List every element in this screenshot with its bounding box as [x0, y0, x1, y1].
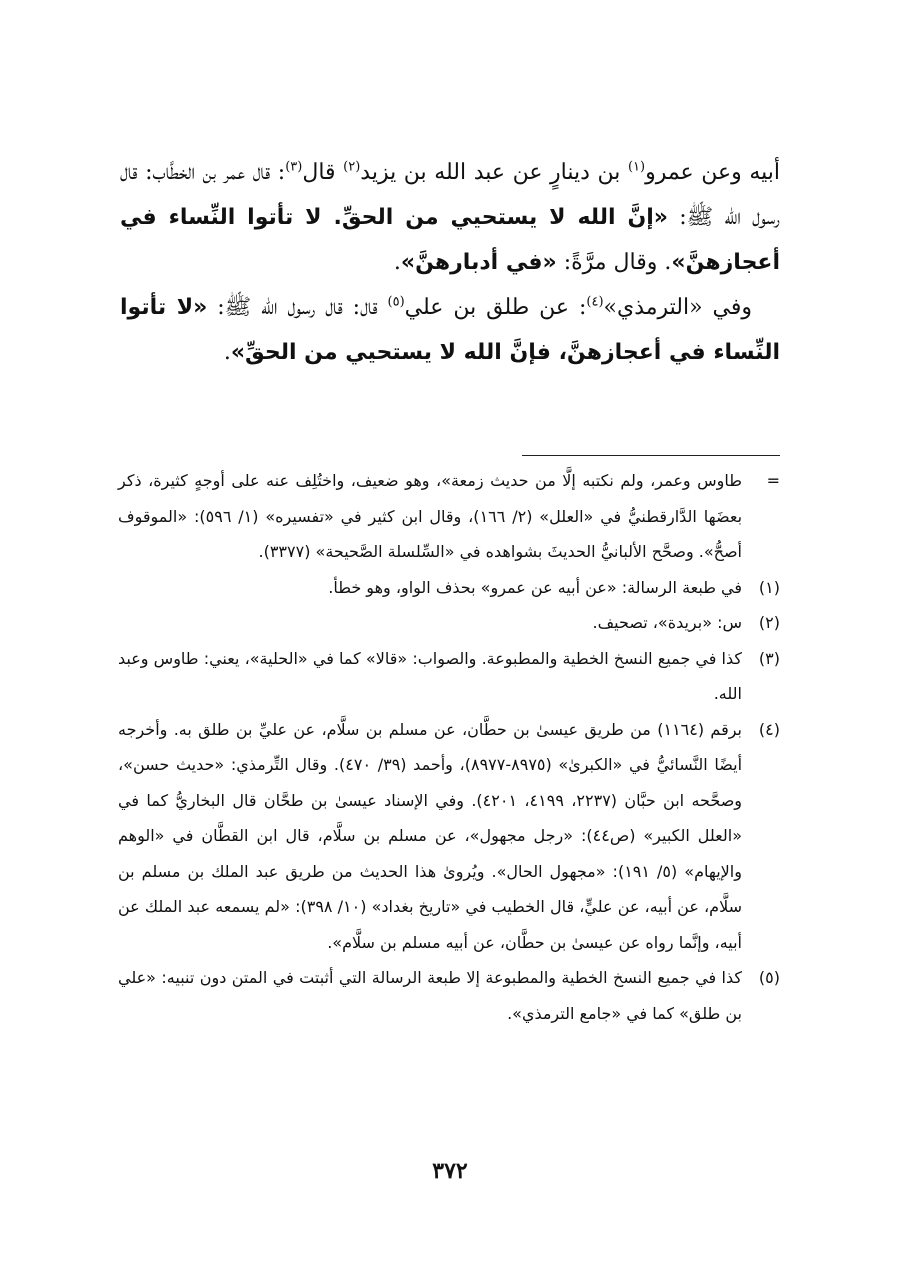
- footnote-number: (٣): [758, 648, 780, 668]
- footnote-separator: [522, 455, 780, 456]
- hadith-quote: «لا تأتوا النِّساء في أعجازهنَّ، فإنَّ الله لا يستحيي من الحقِّ»: [120, 295, 780, 365]
- footnote-ref-2[interactable]: (٢): [343, 159, 361, 175]
- text-run: : عن طلق بن علي: [404, 295, 587, 320]
- footnote-2: [118, 605, 780, 641]
- text-run: .: [393, 250, 401, 275]
- footnote-1: [118, 570, 780, 606]
- text-run: بن دينارٍ عن عبد الله بن يزيد: [360, 160, 628, 185]
- footnote-text: في طبعة الرسالة: «عن أبيه عن عمرو» بحذف الواو، وهو خطأ.: [328, 577, 742, 597]
- text-run: قال: [302, 160, 344, 185]
- page-number: ٣٧٢: [432, 1158, 468, 1184]
- footnotes: [118, 463, 780, 1031]
- footnote-ref-5[interactable]: (٥): [387, 294, 405, 310]
- footnote-number: (٤): [758, 719, 780, 739]
- footnote-text: كذا في جميع النسخ الخطية والمطبوعة إلا طبعة الرسالة التي أثبتت في المتن دون تنبيه: «علي بن طلق» كما في «جامع الترمذي».: [118, 968, 742, 1023]
- footnote-3: [118, 641, 780, 712]
- text-run: وفي «الترمذي»: [603, 295, 752, 320]
- footnote-continuation: [118, 463, 780, 570]
- footnote-number: (٢): [758, 613, 780, 632]
- main-paragraph-1: [120, 150, 780, 285]
- footnote-text: س: «بريدة»، تصحيف.: [592, 613, 742, 632]
- text-run: . وقال مرَّةً:: [556, 250, 672, 275]
- footnote-5: [118, 960, 780, 1031]
- hadith-quote: «في أدبارهنَّ»: [400, 250, 557, 275]
- footnote-text: طاوس وعمر، ولم نكتبه إلَّا من حديث زمعة»، وهو ضعيف، واختُلِف عنه على أوجهٍ كثيرة، ذكر بعضَها الدَّارقطنيُّ في «العلل» (٢/ ١٦٦)، وقال ابن كثير في «تفسيره» (١/ ٥٩٦): «الموقوف أصحُّ». وصحَّح الألبانيُّ الحديثَ بشواهده في «السِّلسلة الصَّحيحة» (٣٣٧٧).: [118, 471, 743, 561]
- text-run: قال: قال رسول الله ﷺ:: [207, 295, 388, 320]
- hadith-quote: «إنَّ الله لا يستحيي من الحقِّ. لا تأتوا النِّساء في أعجازهنَّ»: [120, 205, 780, 275]
- footnote-number: (٥): [758, 968, 780, 987]
- text-run: أبيه وعن عمرو: [645, 160, 780, 185]
- text-run: : قال عمر بن الخطَّاب: قال رسول الله ﷺ:: [120, 160, 780, 230]
- footnote-text: برقم (١١٦٤) من طريق عيسىٰ بن حطَّان، عن مسلم بن سلَّام، عن عليِّ بن طلق به. وأخرجه أيضًا النَّسائيُّ في «الكبرىٰ» (٨٩٧٥-٨٩٧٧)، وأحمد (٣٩/ ٤٧٠). وقال التِّرمذي: «حديث حسن»، وصحَّحه ابن حبَّان (٢٢٣٧، ٤١٩٩، ٤٢٠١). وفي الإسناد عيسىٰ بن طحَّان قال البخاريُّ كما في «العلل الكبير» (ص٤٤): «رجل مجهول»، عن مسلم بن سلَّام، قال ابن القطَّان في «الوهم والإيهام» (٥/ ١٩١): «مجهول الحال». ويُروىٰ هذا الحديث من طريق عبد الملك بن مسلم بن سلَّام، عن أبيه، عن عليٍّ، قال الخطيب في «تاريخ بغداد» (١٠/ ٣٩٨): «لم يسمعه عبد الملك عن أبيه، وإنَّما رواه عن عيسىٰ بن حطَّان، عن أبيه مسلم بن سلَّام».: [118, 719, 743, 952]
- main-text: [120, 150, 780, 375]
- footnote-ref-3[interactable]: (٣): [285, 159, 303, 175]
- footnote-ref-1[interactable]: (١): [627, 159, 646, 175]
- text-run: .: [223, 340, 231, 365]
- continuation-marker: =: [766, 471, 780, 490]
- footnote-text: كذا في جميع النسخ الخطية والمطبوعة. والصواب: «قالا» كما في «الحلية»، يعني: طاوس وعبد الله.: [118, 648, 742, 703]
- footnote-number: (١): [758, 577, 780, 597]
- footnote-4: [118, 712, 780, 961]
- main-paragraph-2: [120, 285, 780, 375]
- footnote-ref-4[interactable]: (٤): [586, 294, 604, 310]
